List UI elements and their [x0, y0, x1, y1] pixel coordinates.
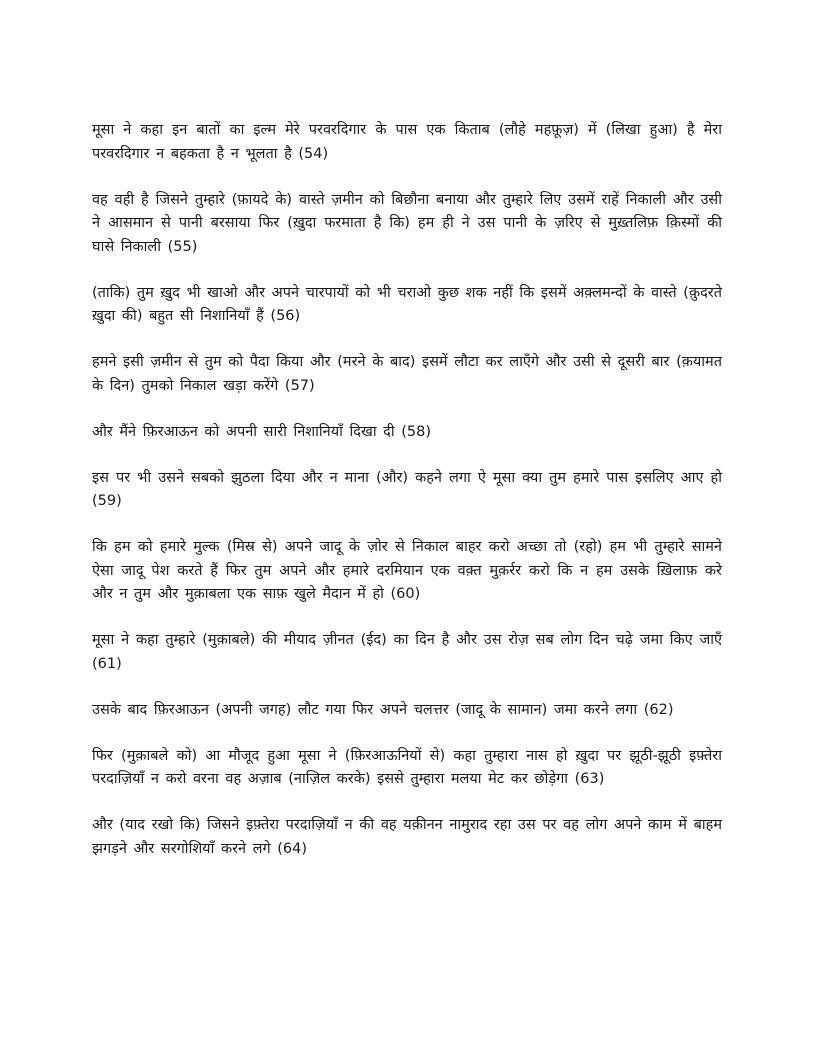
verse-54: मूसा ने कहा इन बातों का इल्म मेरे परवरदिगार के पास एक किताब (लौहे महफ़ूज़) में (लिखा हुआ) है मेरा परवरदिगार न बहकता है न भूलता है (54): [92, 122, 722, 162]
verse-62: उसके बाद फ़िरआऊन (अपनी जगह) लौट गया फिर अपने चलत्तर (जादू के सामान) जमा करने लगा (62): [92, 701, 674, 718]
verse-64: और (याद रखो कि) जिसने इफ़्तेरा परदाज़ियाँ न की वह यक़ीनन नामुराद रहा उस पर वह लोग अपने काम में बाहम झगड़ने और सरगोशियाँ करने लगे (64): [92, 817, 722, 857]
verse-60: कि हम को हमारे मुल्क (मिस्र से) अपने जादू के ज़ोर से निकाल बाहर करो अच्छा तो (रहो) हम भी तुम्हारे सामने ऐसा जादू पेश करते हैं फिर तुम अपने और हमारे दरमियान एक वक़्त मुक़र्रर करो कि न हम उसके ख़िलाफ़ करे और न तुम और मुक़ाबला एक साफ़ खुले मैदान में हो (60): [92, 539, 722, 602]
verse-63: फिर (मुक़ाबले को) आ मौजूद हुआ मूसा ने (फ़िरआऊनियों से) कहा तुम्हारा नास हो ख़ुदा पर झूठी-झूठी इफ़्तेरा परदाज़ियाँ न करो वरना वह अज़ाब (नाज़िल करके) इससे तुम्हारा मलया मेट कर छोड़ेगा (63): [92, 747, 722, 787]
document-page: [92, 119, 722, 884]
verse-58: और मैंने फ़िरआऊन को अपनी सारी निशानियाँ दिखा दी (58): [92, 423, 432, 440]
verse-59: इस पर भी उसने सबको झुठला दिया और न माना (और) कहने लगा ऐ मूसा क्या तुम हमारे पास इसलिए आए हो (59): [92, 469, 722, 509]
verse-61: मूसा ने कहा तुम्हारे (मुक़ाबले) की मीयाद ज़ीनत (ईद) का दिन है और उस रोज़ सब लोग दिन चढ़े जमा किए जाएँ (61): [92, 632, 722, 672]
verse-55: वह वही है जिसने तुम्हारे (फ़ायदे के) वास्ते ज़मीन को बिछौना बनाया और तुम्हारे लिए उसमें राहें निकाली और उसी ने आसमान से पानी बरसाया फिर (ख़ुदा फरमाता है कि) हम ही ने उस पानी के ज़रिए से मुख़्तलिफ़ क़िस्मों की घासे निकाली (55): [92, 191, 722, 255]
verse-57: हमने इसी ज़मीन से तुम को पैदा किया और (मरने के बाद) इसमें लौटा कर लाएँगे और उसी से दूसरी बार (क़यामत के दिन) तुमको निकाल खड़ा करेंगे (57): [92, 354, 722, 394]
verse-56: (ताकि) तुम ख़ुद भी खाओ और अपने चारपायों को भी चराओ कुछ शक नहीं कि इसमें अक़्लमन्दों के वास्ते (क़ुदरते ख़ुदा की) बहुत सी निशानियाँ हैं (56): [92, 284, 722, 324]
